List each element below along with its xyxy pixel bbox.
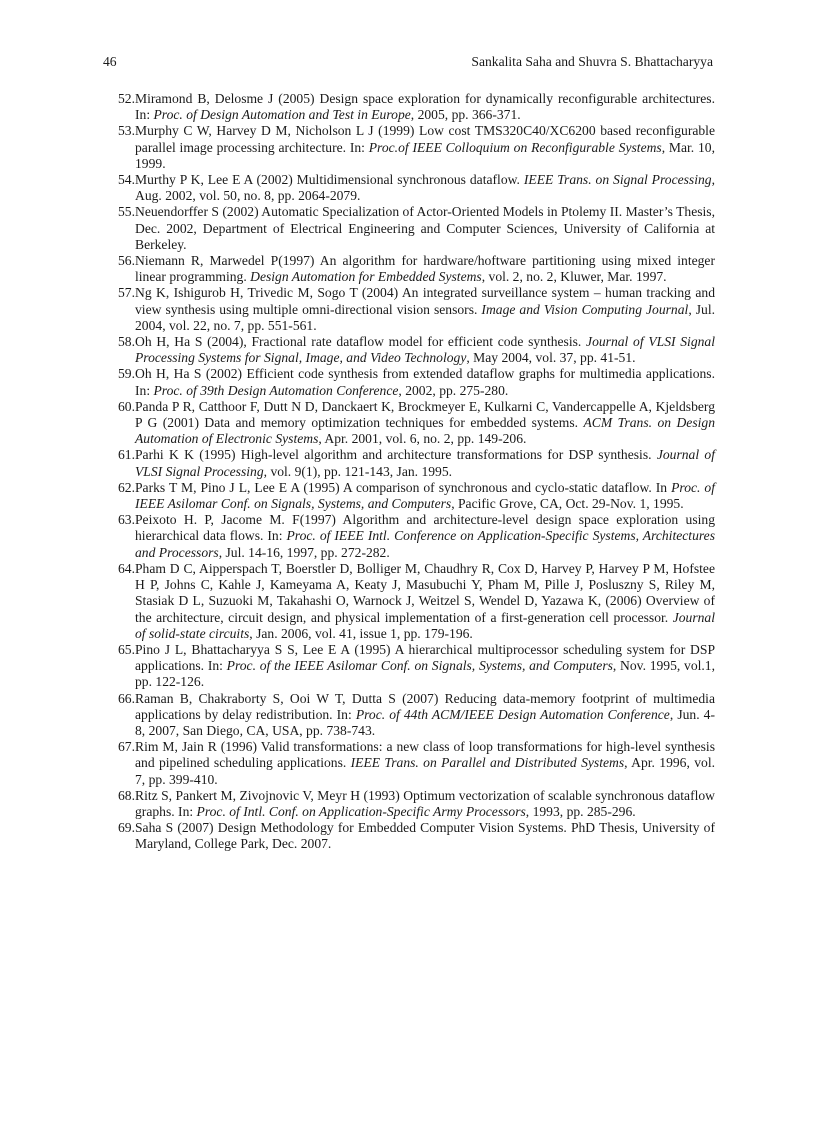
reference-number: 59. — [118, 366, 135, 382]
reference-details: , 2005, pp. 366-371. — [410, 107, 521, 123]
reference-authors-title: Oh H, Ha S (2004), Fractional rate dataflow model for efficient code synthesis. — [135, 334, 587, 350]
reference-text — [135, 820, 715, 852]
reference-number: 66. — [118, 690, 135, 706]
reference-venue: Journal of VLSI Signal Processing — [135, 447, 715, 479]
reference-authors-title: Parhi K K (1995) High-level algorithm and architecture transformations for DSP synthesis. — [135, 447, 657, 463]
reference-item — [103, 204, 715, 253]
reference-text — [135, 447, 715, 479]
reference-authors-title: Peixoto H. P, Jacome M. F(1997) Algorithm and architecture-level design space exploration using hierarchical data flows. In: — [135, 512, 715, 544]
reference-venue: Journal of VLSI Signal Processing Systems for Signal, Image, and Video Technology — [135, 334, 715, 366]
page-number: 46 — [103, 54, 117, 69]
reference-venue: Proc.of IEEE Colloquium on Reconfigurable Systems — [368, 139, 662, 155]
reference-item — [103, 480, 715, 512]
reference-item — [103, 399, 715, 448]
reference-text — [135, 399, 715, 448]
reference-item — [103, 366, 715, 398]
reference-text — [135, 642, 715, 691]
reference-number: 55. — [118, 204, 135, 220]
reference-item — [103, 788, 715, 820]
reference-number: 69. — [118, 820, 135, 836]
reference-list — [103, 91, 715, 853]
reference-authors-title: Pino J L, Bhattacharyya S S, Lee E A (1995) A hierarchical multiprocessor scheduling system for DSP applications. In: — [135, 641, 715, 674]
reference-venue: Proc. of 39th Design Automation Conference — [153, 382, 399, 398]
reference-number: 54. — [118, 172, 135, 188]
reference-number: 57. — [118, 285, 135, 301]
reference-authors-title: Ng K, Ishigurob H, Trivedic M, Sogo T (2004) An integrated surveillance system – human tracking and view synthesis using multiple omni-directional vision sensors. — [135, 285, 715, 317]
reference-authors-title: Parks T M, Pino J L, Lee E A (1995) A comparison of synchronous and cyclo-static dataflow. In — [135, 479, 672, 495]
reference-authors-title: Murthy P K, Lee E A (2002) Multidimensional synchronous dataflow. — [135, 172, 524, 188]
reference-venue: Proc. of the IEEE Asilomar Conf. on Signals, Systems, and Computers — [226, 658, 613, 674]
reference-number: 65. — [118, 641, 135, 657]
reference-item — [103, 561, 715, 642]
reference-authors-title: Niemann R, Marwedel P(1997) An algorithm for hardware/hoftware partitioning using mixed integer linear programming. — [135, 253, 715, 285]
reference-details: , 1993, pp. 285-296. — [525, 803, 636, 819]
reference-text — [135, 366, 715, 398]
reference-number: 58. — [118, 334, 135, 350]
reference-details: , vol. 2, no. 2, Kluwer, Mar. 1997. — [481, 269, 667, 285]
reference-authors-title: Miramond B, Delosme J (2005) Design space exploration for dynamically reconfigurable architectures. In: — [135, 91, 715, 123]
reference-details: , Pacific Grove, CA, Oct. 29-Nov. 1, 1995. — [451, 496, 684, 512]
reference-item — [103, 820, 715, 852]
running-header — [103, 53, 713, 71]
reference-details: , Mar. 10, 1999. — [135, 139, 716, 171]
reference-text — [135, 788, 715, 820]
reference-text — [135, 91, 715, 123]
reference-text — [135, 739, 715, 788]
reference-authors-title: Rim M, Jain R (1996) Valid transformations: a new class of loop transformations for high-level synthesis and pipelined scheduling applications. — [135, 739, 715, 771]
reference-item — [103, 739, 715, 788]
reference-details: , Jul. 2004, vol. 22, no. 7, pp. 551-561. — [135, 301, 715, 333]
reference-item — [103, 512, 715, 561]
reference-item — [103, 172, 715, 204]
reference-venue: Journal of solid-state circuits — [135, 609, 715, 641]
reference-item — [103, 123, 715, 172]
reference-number: 52. — [118, 91, 135, 106]
reference-venue: Proc. of Intl. Conf. on Application-Specific Army Processors — [196, 803, 526, 819]
reference-authors-title: Saha S (2007) Design Methodology for Embedded Computer Vision Systems. PhD Thesis, University of Maryland, College Park, Dec. 2007. — [135, 820, 715, 852]
reference-item — [103, 253, 715, 285]
reference-number: 68. — [118, 787, 135, 803]
reference-details: , Apr. 1996, vol. 7, pp. 399-410. — [135, 755, 715, 787]
reference-venue: Design Automation for Embedded Systems — [250, 269, 482, 285]
reference-venue: Proc. of Design Automation and Test in Europe — [153, 107, 411, 123]
reference-venue: ACM Trans. on Design Automation of Electronic Systems — [135, 415, 715, 447]
reference-number: 61. — [118, 447, 135, 463]
reference-number: 60. — [118, 398, 135, 414]
reference-item — [103, 642, 715, 691]
reference-details: , May 2004, vol. 37, pp. 41-51. — [466, 350, 636, 366]
reference-text — [135, 204, 715, 253]
reference-number: 67. — [118, 739, 135, 755]
reference-text — [135, 123, 715, 172]
reference-number: 64. — [118, 560, 135, 576]
reference-item — [103, 285, 715, 334]
reference-text — [135, 691, 715, 740]
reference-text — [135, 512, 715, 561]
reference-number: 62. — [118, 479, 135, 495]
reference-item — [103, 91, 715, 123]
reference-item — [103, 691, 715, 740]
reference-venue: Proc. of IEEE Asilomar Conf. on Signals, Systems, and Computers — [135, 479, 715, 512]
reference-authors-title: Raman B, Chakraborty S, Ooi W T, Dutta S (2007) Reducing data-memory footprint of multimedia applications by delay redistribution. In: — [135, 690, 715, 722]
reference-item — [103, 334, 715, 366]
reference-text — [135, 253, 715, 285]
reference-details: , Apr. 2001, vol. 6, no. 2, pp. 149-206. — [318, 431, 527, 447]
reference-details: , Aug. 2002, vol. 50, no. 8, pp. 2064-2079. — [135, 172, 715, 204]
reference-number: 63. — [118, 512, 135, 528]
reference-authors-title: Ritz S, Pankert M, Zivojnovic V, Meyr H (1993) Optimum vectorization of scalable synchronous dataflow graphs. In: — [135, 787, 715, 819]
reference-authors-title: Murphy C W, Harvey D M, Nicholson L J (1999) Low cost TMS320C40/XC6200 based reconfigurable parallel image processing architecture. In: — [135, 123, 715, 155]
reference-authors-title: Neuendorffer S (2002) Automatic Specialization of Actor-Oriented Models in Ptolemy II. Master’s Thesis, Dec. 2002, Department of Electrical Engineering and Computer Sciences, University of California at Berkeley. — [135, 204, 715, 252]
reference-venue: IEEE Trans. on Signal Processing — [523, 172, 712, 188]
reference-venue: Proc. of 44th ACM/IEEE Design Automation Conference — [355, 706, 670, 722]
reference-number: 53. — [118, 123, 135, 139]
reference-details: , Jan. 2006, vol. 41, issue 1, pp. 179-196. — [249, 625, 473, 641]
reference-authors-title: Panda P R, Catthoor F, Dutt N D, Danckaert K, Brockmeyer E, Kulkarni C, Vandercappelle A, Kjeldsberg P G (2001) Data and memory optimization techniques for embedded systems. — [135, 398, 715, 431]
reference-item — [103, 447, 715, 479]
reference-text — [135, 285, 715, 334]
reference-authors-title: Oh H, Ha S (2002) Efficient code synthesis from extended dataflow graphs for multimedia applications. In: — [135, 366, 715, 398]
reference-text — [135, 480, 715, 512]
reference-venue: IEEE Trans. on Parallel and Distributed Systems — [350, 755, 625, 771]
reference-details: , Jun. 4-8, 2007, San Diego, CA, USA, pp. 738-743. — [135, 706, 715, 738]
running-title: Sankalita Saha and Shuvra S. Bhattacharyya — [471, 54, 713, 69]
reference-details: , Jul. 14-16, 1997, pp. 272-282. — [218, 544, 390, 560]
reference-details: , Nov. 1995, vol.1, pp. 122-126. — [135, 658, 715, 690]
reference-text — [135, 561, 715, 642]
reference-venue: Image and Vision Computing Journal — [481, 301, 689, 317]
reference-text — [135, 172, 715, 204]
reference-venue: Proc. of IEEE Intl. Conference on Application-Specific Systems, Architectures and Processors — [135, 528, 715, 560]
reference-details: , vol. 9(1), pp. 121-143, Jan. 1995. — [263, 463, 453, 479]
reference-details: , 2002, pp. 275-280. — [398, 382, 509, 398]
reference-authors-title: Pham D C, Aipperspach T, Boerstler D, Bolliger M, Chaudhry R, Cox D, Harvey P, Harvey P M, Hofstee H P, Johns C, Kahle J, Kameyama A, Keaty J, Masubuchi Y, Pham M, Pille J, Posluszny S, Riley M, Stasiak D L, Suzuoki M, Takahashi O, Warnock J, Weitzel S, Wendel D, Yazawa K, (2006) Overview of the architecture, circuit design, and physical implementation of a first-generation cell processor. — [135, 560, 715, 625]
reference-text — [135, 334, 715, 366]
reference-number: 56. — [118, 253, 135, 269]
